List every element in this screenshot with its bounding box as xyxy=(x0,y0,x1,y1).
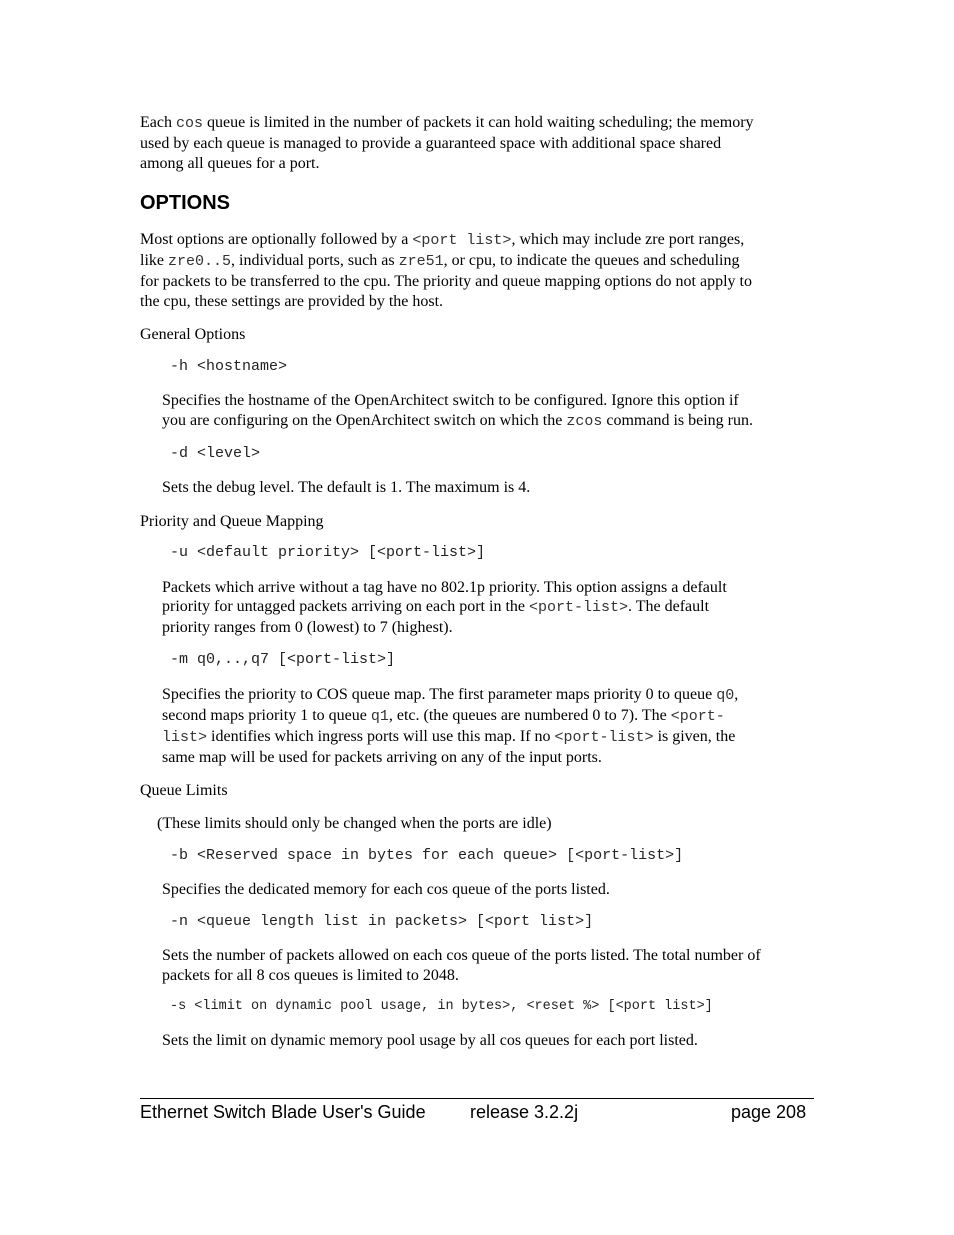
option-description: Sets the debug level. The default is 1. The maximum is 4. xyxy=(162,479,531,496)
option-description: priority ranges from 0 (lowest) to 7 (highest). xyxy=(162,619,453,636)
options-line-4: the cpu, these settings are provided by the host. xyxy=(140,293,444,310)
description-text: command is being run. xyxy=(602,412,753,429)
options-text: , which may include zre port ranges, xyxy=(511,231,745,248)
options-line-2 xyxy=(140,251,740,272)
description-text: . The default xyxy=(628,598,710,615)
footer-divider xyxy=(140,1098,814,1099)
description-text: , etc. (the queues are numbered 0 to 7). The xyxy=(388,707,671,724)
intro-text: Each xyxy=(140,114,176,131)
command-option: -n <queue length list in packets> [<port list>] xyxy=(170,913,594,930)
inline-code: <port- xyxy=(670,708,725,725)
section-heading: OPTIONS xyxy=(140,192,231,214)
option-description xyxy=(162,706,725,727)
option-description xyxy=(162,727,735,748)
command-option: -h <hostname> xyxy=(170,358,288,375)
options-text: , individual ports, such as xyxy=(231,252,399,269)
subsection-label: Priority and Queue Mapping xyxy=(140,513,324,530)
footer-title: Ethernet Switch Blade User's Guide xyxy=(140,1102,426,1122)
description-text: identifies which ingress ports will use this map. If no xyxy=(207,728,555,745)
footer-release: release 3.2.2j xyxy=(470,1102,579,1122)
inline-code: zre51 xyxy=(398,253,444,270)
inline-code: q1 xyxy=(370,708,389,725)
option-description: Specifies the hostname of the OpenArchitect switch to be configured. Ignore this option if xyxy=(162,392,739,409)
option-description: same map will be used for packets arriving on any of the input ports. xyxy=(162,749,602,766)
description-text: you are configuring on the OpenArchitect switch on which the xyxy=(162,412,567,429)
footer-page-number: page 208 xyxy=(731,1102,807,1122)
option-description: packets for all 8 cos queues is limited to 2048. xyxy=(162,967,459,984)
intro-text: queue is limited in the number of packets it can hold waiting scheduling; the memory xyxy=(203,114,754,131)
command-option: -d <level> xyxy=(170,445,261,462)
description-text: second maps priority 1 to queue xyxy=(162,707,371,724)
option-description xyxy=(162,411,753,432)
command-option: -u <default priority> [<port-list>] xyxy=(170,544,486,561)
queue-note: (These limits should only be changed when the ports are idle) xyxy=(157,815,552,832)
description-text: is given, the xyxy=(653,728,736,745)
command-option: -b <Reserved space in bytes for each queue> [<port-list>] xyxy=(170,847,684,864)
option-description: Packets which arrive without a tag have no 802.1p priority. This option assigns a default xyxy=(162,579,727,596)
command-option: -m q0,..,q7 [<port-list>] xyxy=(170,651,396,668)
inline-code: <port-list> xyxy=(554,729,654,746)
options-text: Most options are optionally followed by a xyxy=(140,231,413,248)
options-text: like xyxy=(140,252,168,269)
subsection-label: Queue Limits xyxy=(140,782,228,799)
inline-code: <port list> xyxy=(412,232,512,249)
option-description: Sets the limit on dynamic memory pool usage by all cos queues for each port listed. xyxy=(162,1032,698,1049)
command-option: -s <limit on dynamic pool usage, in bytes>, <reset %> [<port list>] xyxy=(170,999,713,1014)
option-description xyxy=(162,597,709,618)
option-description: Specifies the dedicated memory for each cos queue of the ports listed. xyxy=(162,881,610,898)
inline-code: list> xyxy=(162,729,208,746)
options-text: , or cpu, to indicate the queues and scheduling xyxy=(443,252,740,269)
intro-line-1 xyxy=(140,113,754,134)
description-text: Specifies the priority to COS queue map. The first parameter maps priority 0 to queue xyxy=(162,686,717,703)
options-line-1 xyxy=(140,230,744,251)
inline-code: cos xyxy=(175,115,203,132)
options-line-3: for packets to be transferred to the cpu. The priority and queue mapping options do not apply to xyxy=(140,273,752,290)
subsection-label: General Options xyxy=(140,326,246,343)
intro-line-2: used by each queue is managed to provide a guaranteed space with additional space shared xyxy=(140,135,722,152)
inline-code: zre0..5 xyxy=(168,253,232,270)
description-text: , xyxy=(734,686,739,703)
inline-code: <port-list> xyxy=(529,599,629,616)
option-description xyxy=(162,685,738,706)
inline-code: zcos xyxy=(566,413,603,430)
inline-code: q0 xyxy=(716,687,735,704)
option-description: Sets the number of packets allowed on each cos queue of the ports listed. The total number of xyxy=(162,947,761,964)
intro-line-3: among all queues for a port. xyxy=(140,155,320,172)
description-text: priority for untagged packets arriving on each port in the xyxy=(162,598,529,615)
